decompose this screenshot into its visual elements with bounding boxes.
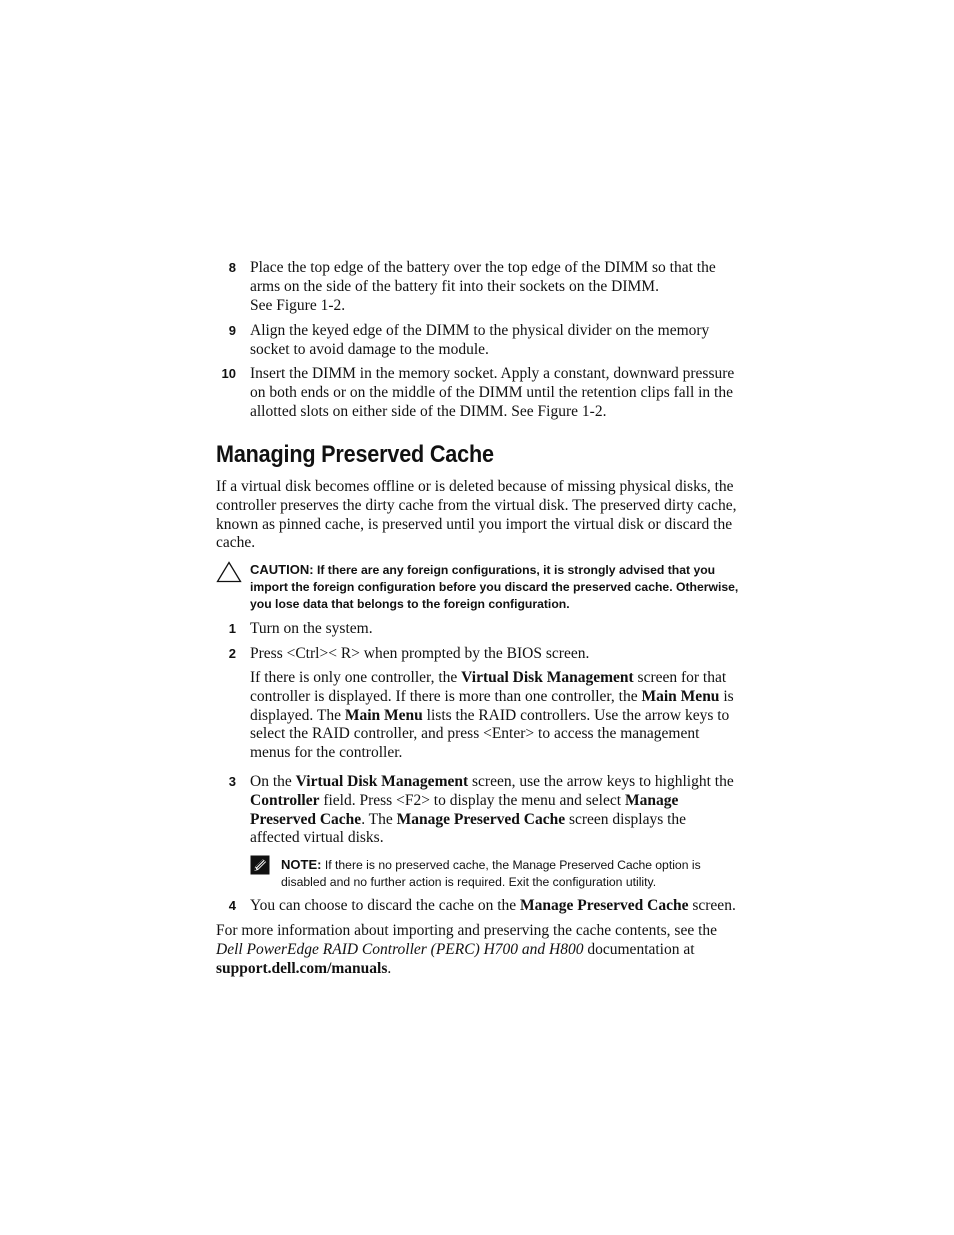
- closing-paragraph: [216, 922, 738, 978]
- section-heading: Managing Preserved Cache: [216, 441, 494, 468]
- step-2-detail-text: [250, 669, 738, 763]
- text-run: If there is no preserved cache, the: [321, 858, 513, 872]
- step-8: [216, 259, 738, 315]
- step-3: [216, 773, 738, 848]
- document-title: Dell PowerEdge RAID Controller (PERC) H700 and H800: [216, 940, 584, 958]
- step-number: 3: [228, 774, 236, 789]
- text-run: documentation at: [583, 940, 695, 958]
- text-run: screen for that controller is displayed. If there is more than one controller, the: [250, 669, 727, 705]
- text-run: .: [387, 959, 392, 977]
- ui-term-virtual-disk-management: Virtual Disk Management: [295, 773, 469, 790]
- step-9: [216, 322, 738, 360]
- text-run: is displayed. The: [250, 687, 734, 724]
- step-text: [250, 773, 738, 848]
- section-intro: If a virtual disk becomes offline or is deleted because of missing physical disks, the controller preserves the dirty cache from the virtual disk. The preserved dirty cache, known as pinned cache, is preserved until you import the virtual disk or discard the cache.: [216, 478, 737, 552]
- ui-term-virtual-disk-management: Virtual Disk Management: [461, 669, 634, 686]
- step-number: 1: [228, 621, 236, 636]
- caution-label: CAUTION:: [250, 562, 314, 577]
- step-text: Press <Ctrl>< R> when prompted by the BIOS screen.: [250, 645, 590, 662]
- step-number: 2: [228, 646, 236, 661]
- step-text: [250, 259, 738, 315]
- ui-term-manage-preserved-cache: Manage Preserved Cache: [512, 858, 652, 872]
- step-number: 9: [228, 323, 236, 338]
- ui-term-main-menu: Main Menu: [344, 706, 423, 724]
- step-10: [216, 365, 738, 421]
- support-url: support.dell.com/manuals: [216, 959, 388, 977]
- step-8-text: Place the top edge of the battery over the top edge of the DIMM so that the arms on the side of the battery fit into their sockets on the DIMM.: [250, 259, 716, 295]
- step-number: 8: [228, 260, 236, 275]
- step-4: [216, 897, 738, 916]
- text-run: If there is only one controller, the: [250, 669, 462, 686]
- ui-term-manage-preserved-cache: Manage Preserved Cache: [520, 897, 689, 914]
- text-run: On the: [250, 773, 296, 790]
- caution-notice: [250, 561, 740, 613]
- step-number: 10: [221, 366, 236, 381]
- text-run: option is disabled and no further action is required. Exit the configuration utility.: [281, 858, 701, 889]
- ui-term-main-menu: Main Menu: [641, 687, 720, 705]
- step-8-figure-ref: See Figure 1-2.: [250, 296, 346, 314]
- note-notice: [281, 856, 741, 891]
- step-text: Insert the DIMM in the memory socket. Apply a constant, downward pressure on both ends or on the middle of the DIMM until the retention clips fall in the allotted slots on either side of the DIMM. See Figure 1-2.: [250, 365, 735, 420]
- text-run: You can choose to discard the cache on the: [250, 897, 521, 914]
- text-run: For more information about importing and preserving the cache contents, see the: [216, 922, 718, 939]
- step-2-detail: [216, 669, 738, 763]
- step-text: Turn on the system.: [250, 620, 373, 637]
- step-1: [216, 620, 738, 639]
- ui-term-manage-preserved-cache: Manage Preserved Cache: [250, 791, 679, 828]
- step-text: [250, 897, 738, 916]
- note-label: NOTE:: [281, 857, 322, 872]
- text-run: lists the RAID controllers. Use the arrow keys to select the RAID controller, and press <Enter> to access the management menus for the controller.: [250, 706, 730, 762]
- caution-icon: [216, 561, 242, 583]
- text-run: screen displays the affected virtual disks.: [250, 810, 687, 847]
- step-text: Align the keyed edge of the DIMM to the physical divider on the memory socket to avoid damage to the module.: [250, 322, 710, 358]
- ui-term-controller: Controller: [250, 791, 320, 809]
- caution-text: If there are any foreign configurations, it is strongly advised that you import the foreign configuration before you discard the preserved cache. Otherwise, you lose data that belongs to the foreign configuration.: [250, 563, 739, 611]
- ui-term-manage-preserved-cache: Manage Preserved Cache: [396, 810, 566, 828]
- text-run: screen, use the arrow keys to highlight the: [468, 773, 734, 790]
- text-run: . The: [361, 810, 397, 828]
- text-run: screen.: [688, 897, 736, 914]
- pencil-note-icon: [250, 855, 270, 875]
- text-run: field. Press <F2> to display the menu and select: [319, 791, 625, 809]
- step-2: [216, 645, 738, 664]
- step-number: 4: [228, 898, 236, 913]
